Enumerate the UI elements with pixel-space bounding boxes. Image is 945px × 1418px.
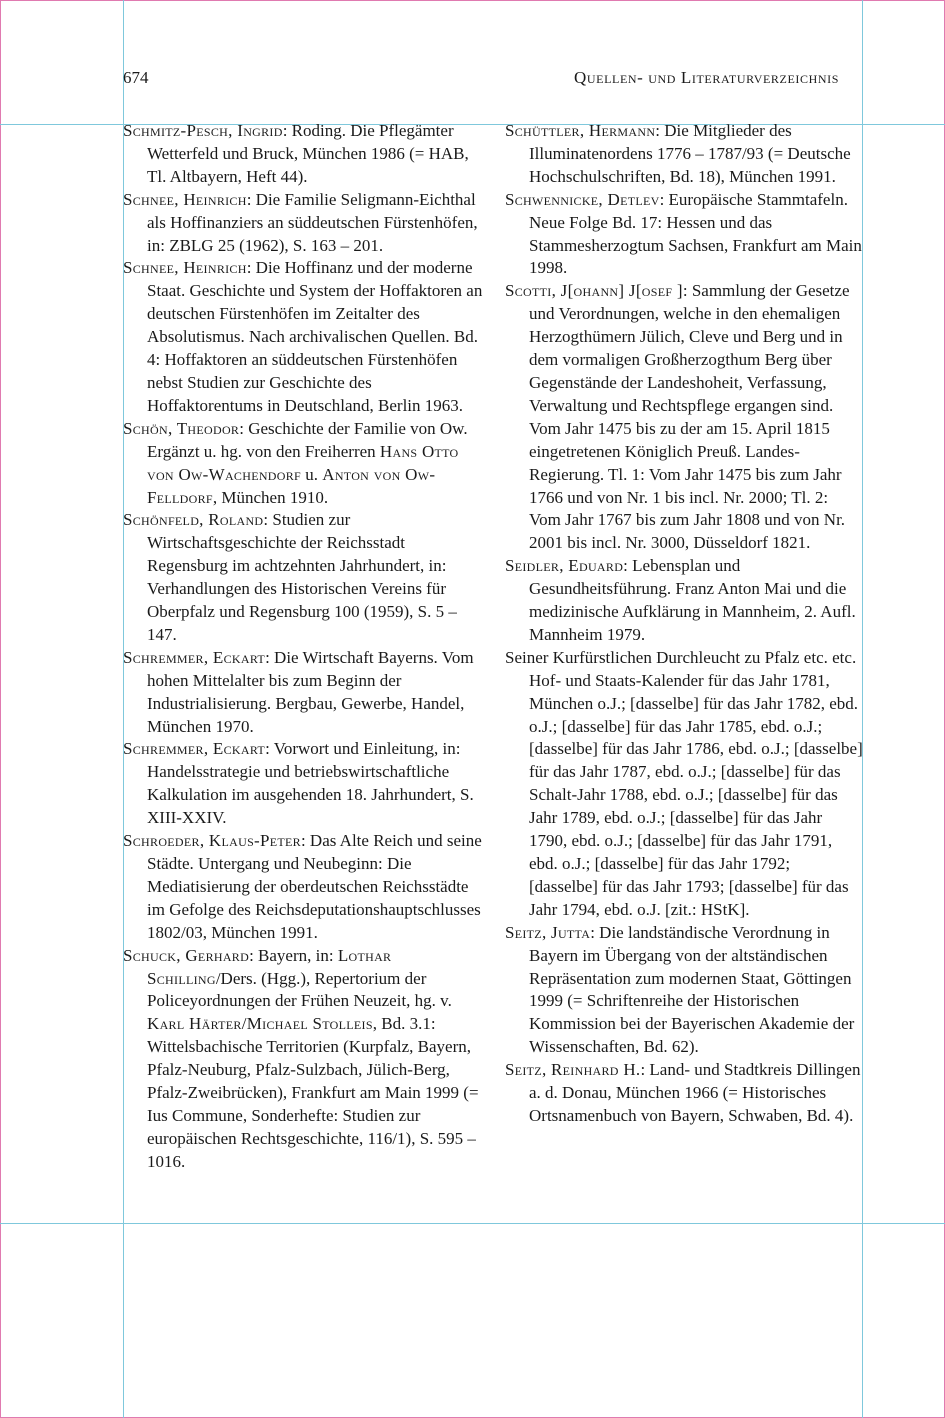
bibliography-column-left	[123, 120, 485, 1174]
entry-author: Schnee, Heinrich	[123, 189, 247, 209]
bibliography-entry	[505, 189, 863, 281]
bibliography-entry	[123, 418, 485, 510]
bibliography-entry	[123, 738, 485, 830]
entry-author: Schwennicke, Detlev	[505, 189, 660, 209]
entry-text: : Die Wirtschaft Bayerns. Vom hohen Mittelalter bis zum Beginn der Industrialisierung. Bergbau, Gewerbe, Handel, München 1970.	[147, 647, 474, 736]
bibliography-entry	[123, 120, 485, 189]
entry-text: : Studien zur Wirtschaftsgeschichte der Reichsstadt Regensburg im achtzehnten Jahrhundert, in: Verhandlungen des Historischen Vereins für Oberpfalz und Regensburg 100 (1959), S. 5 – 147.	[147, 510, 457, 644]
entry-text: : Die landständische Verordnung in Bayern im Übergang von der altständischen Repräsentation zum modernen Staat, Göttingen 1999 (= Schriftenreihe der Historischen Kommission bei der Bayerischen Akademie der Wissenschaften, Bd. 62).	[529, 922, 855, 1057]
entry-author: Schroeder, Klaus-Peter	[123, 831, 301, 851]
bibliography-entry	[505, 555, 863, 647]
entry-name: Karl Härter/Michael Stolleis	[147, 1014, 373, 1034]
entry-text: : Die Mitglieder des Illuminatenordens 1776 – 1787/93 (= Deutsche Hochschulschriften, Bd. 18), München 1991.	[529, 121, 851, 186]
entry-name: Hans Otto von Ow-Wachendorf	[147, 441, 459, 484]
entry-author: Schmitz-Pesch, Ingrid	[123, 121, 283, 140]
bibliography-entry	[123, 945, 485, 1174]
entry-text: : Sammlung der Gesetze und Verordnungen, welche in den ehemaligen Herzogthümern Jülich, Cleve und Berg und in dem vormaligen Großherzogthum Berg über Gegenstände der Landeshoheit, Verfassung, Verwaltung und Rechtspflege ergangen sind. Vom Jahr 1475 bis zu der am 15. April 1815 eingetretenen Königlich Preuß. Landes-Regierung. Tl. 1: Vom Jahr 1475 bis zum Jahr 1766 und von Nr. 1 bis incl. Nr. 2000; Tl. 2: Vom Jahr 1767 bis zum Jahr 1808 und von Nr. 2001 bis incl. Nr. 3000, Düsseldorf 1821.	[529, 281, 850, 553]
entry-author: Scotti, J[ohann] J[osef ]	[505, 281, 683, 301]
entry-name: Lothar Schilling	[147, 945, 392, 988]
entry-text: , Bd. 3.1: Wittelsbachische Territorien (Kurpfalz, Bayern, Pfalz-Neuburg, Pfalz-Sulzbach, Jülich-Berg, Pfalz-Zweibrücken), Frankfurt am Main 1999 (= Ius Commune, Sonderhefte: Studien zur europäischen Rechtsgeschichte, 116/1), S. 595 – 1016.	[147, 1014, 479, 1171]
page-number: 674	[123, 68, 149, 87]
entry-text: , München 1910.	[212, 487, 329, 507]
bibliography-entry	[123, 830, 485, 945]
margin-guide-bottom	[0, 1223, 945, 1224]
bibliography-entry	[123, 257, 485, 417]
bibliography-entry	[123, 647, 485, 739]
page-edge-left	[0, 0, 1, 1418]
entry-text: u.	[301, 464, 323, 484]
entry-text: : Vorwort und Einleitung, in: Handelsstrategie und betriebswirtschaftliche Kalkulation im ausgehenden 18. Jahrhundert, S. XIII-XXIV.	[147, 739, 474, 828]
entry-text: : Land- und Stadtkreis Dillingen a. d. Donau, München 1966 (= Historisches Ortsnamenbuch von Bayern, Schwaben, Bd. 4).	[529, 1060, 861, 1125]
bibliography-entry	[505, 120, 863, 189]
entry-author: Seidler, Eduard	[505, 556, 624, 576]
entry-text: : Die Familie Seligmann-Eichthal als Hoffinanziers an süddeutschen Fürstenhöfen, in: ZBLG 25 (1962), S. 163 – 201.	[147, 189, 478, 255]
running-head: Quellen- und Literaturverzeichnis	[574, 68, 839, 87]
entry-author: Schuck, Gerhard	[123, 945, 250, 965]
page-header	[123, 66, 839, 90]
entry-author: Schnee, Heinrich	[123, 258, 247, 278]
entry-text: : Lebensplan und Gesundheitsführung. Franz Anton Mai und die medizinische Aufklärung in Mannheim, 2. Aufl. Mannheim 1979.	[529, 556, 856, 644]
entry-text: : Geschichte der Familie von Ow. Ergänzt u. hg. von den Freiherren	[147, 418, 468, 461]
bibliography-entry	[505, 922, 863, 1059]
entry-author: Schönfeld, Roland	[123, 510, 264, 530]
entry-text: : Das Alte Reich und seine Städte. Untergang und Neubeginn: Die Mediatisierung der oberdeutschen Reichsstädte im Gefolge des Reichsdeputationshauptschlusses 1802/03, München 1991.	[147, 831, 482, 942]
bibliography-entry	[123, 189, 485, 258]
entry-author: Seitz, Jutta	[505, 922, 591, 942]
entry-author: Schremmer, Eckart	[123, 647, 266, 667]
entry-text: Seiner Kurfürstlichen Durchleucht zu Pfalz etc. etc. Hof- und Staats-Kalender für das Jahr 1781, München o.J.; [dasselbe] für das Jahr 1782, ebd. o.J.; [dasselbe] für das Jahr 1785, ebd. o.J.; [dasselbe] für das Jahr 1786, ebd. o.J.; [dasselbe] für das Jahr 1787, ebd. o.J.; [dasselbe] für das Schalt-Jahr 1788, ebd. o.J.; [dasselbe] für das Jahr 1789, ebd. o.J.; [dasselbe] für das Jahr 1790, ebd. o.J.; [dasselbe] für das Jahr 1791, ebd. o.J.; [dasselbe] für das Jahr 1792; [dasselbe] für das Jahr 1793; [dasselbe] für das Jahr 1794, ebd. o.J. [zit.: HStK].	[505, 647, 863, 919]
entry-text: : Bayern, in:	[249, 945, 338, 965]
entry-text: : Die Hoffinanz und der moderne Staat. Geschichte und System der Hoffaktoren an deutschen Fürstenhöfen im Zeitalter des Absolutismus. Nach archivalischen Quellen. Bd. 4: Hoffaktoren an süddeutschen Fürstenhöfen nebst Studien zur Geschichte des Hoffaktorentums in Deutschland, Berlin 1963.	[147, 258, 483, 415]
entry-name: Anton von Ow-Felldorf	[147, 464, 436, 507]
bibliography-entry	[123, 509, 485, 646]
entry-author: Seitz, Reinhard H.	[505, 1060, 641, 1080]
bibliography-entry	[505, 1059, 863, 1128]
bibliography-column-right	[505, 120, 863, 1128]
bibliography-entry	[505, 647, 863, 922]
entry-author: Schön, Theodor	[123, 418, 240, 438]
page-edge-top	[0, 0, 945, 1]
entry-text: /Ders. (Hgg.), Repertorium der Policeyordnungen der Frühen Neuzeit, hg. v.	[147, 968, 452, 1011]
entry-author: Schüttler, Hermann	[505, 121, 656, 140]
entry-text: : Roding. Die Pflegämter Wetterfeld und Bruck, München 1986 (= HAB, Tl. Altbayern, Heft 44).	[147, 121, 469, 186]
bibliography-entry	[505, 280, 863, 555]
entry-author: Schremmer, Eckart	[123, 739, 266, 759]
entry-text: : Europäische Stammtafeln. Neue Folge Bd. 17: Hessen und das Stammesherzogtum Sachsen, Frankfurt am Main 1998.	[529, 189, 862, 278]
